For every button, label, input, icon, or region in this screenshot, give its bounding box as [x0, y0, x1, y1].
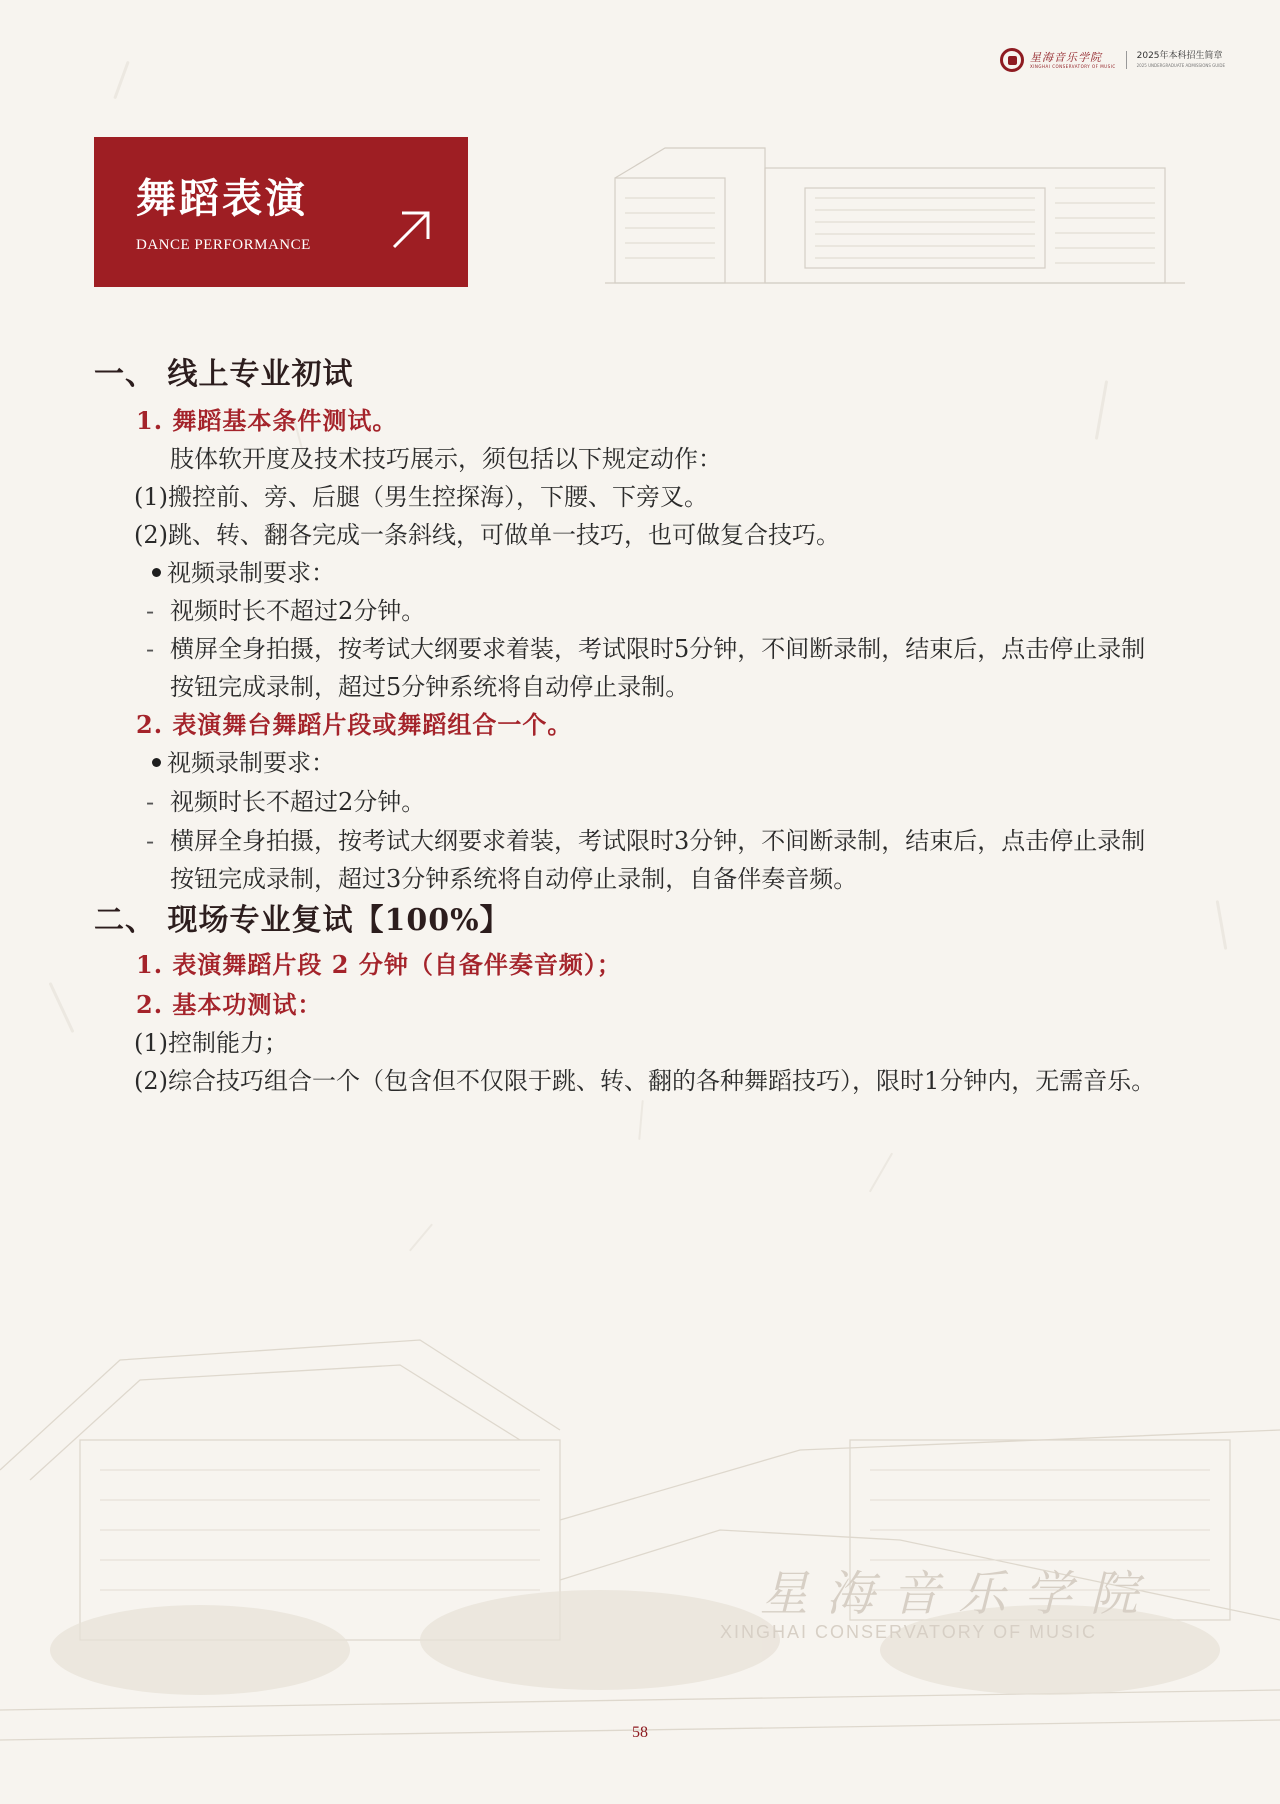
section1-item2-req2: - 横屏全身拍摄，按考试大纲要求着装，考试限时3分钟，不间断录制，结束后，点击停止录制 — [146, 827, 1146, 855]
header-subtitle: 2025 UNDERGRADUATE ADMISSIONS GUIDE — [1136, 63, 1225, 68]
logo-sub: XINGHAI CONSERVATORY OF MUSIC — [1030, 63, 1116, 69]
bullet-icon — [152, 568, 161, 577]
section2-heading: 二、 现场专业复试【100%】 — [94, 903, 511, 938]
page-header — [1000, 48, 1225, 72]
section1-item1-req1: - 视频时长不超过2分钟。 — [146, 597, 426, 625]
section-title-en: DANCE PERFORMANCE — [136, 237, 311, 253]
section1-heading: 一、 线上专业初试 — [94, 357, 354, 392]
arrow-up-right-icon — [390, 209, 432, 251]
school-logo — [1030, 52, 1116, 69]
section1-item1-req2: - 横屏全身拍摄，按考试大纲要求着装，考试限时5分钟，不间断录制，结束后，点击停止录制 — [146, 635, 1146, 663]
page-number: 58 — [632, 1724, 648, 1741]
logo-script: 星海音乐学院 — [1030, 50, 1102, 64]
section1-item2-req2-cont: 按钮完成录制，超过3分钟系统将自动停止录制，自备伴奏音频。 — [170, 865, 858, 893]
section1-item2-title: 2. 表演舞台舞蹈片段或舞蹈组合一个。 — [136, 710, 573, 739]
header-title: 2025年本科招生简章 — [1136, 51, 1223, 61]
section1-item1-sub2: (2)跳、转、翻各完成一条斜线，可做单一技巧，也可做复合技巧。 — [134, 521, 840, 549]
watermark-school-name: 星海音乐学院 — [760, 1566, 1157, 1622]
header-divider — [1126, 51, 1127, 69]
section1-item1-desc: 肢体软开度及技术技巧展示，须包括以下规定动作： — [170, 445, 722, 473]
section1-item1-req2-cont: 按钮完成录制，超过5分钟系统将自动停止录制。 — [170, 673, 690, 701]
section1-item1-title: 1. 舞蹈基本条件测试。 — [136, 406, 398, 435]
section-title-cn: 舞蹈表演 — [136, 175, 308, 222]
section2-sub2: (2)综合技巧组合一个（包含但不仅限于跳、转、翻的各种舞蹈技巧），限时1分钟内，无需音乐。 — [134, 1067, 1156, 1095]
section1-item2-req1: - 视频时长不超过2分钟。 — [146, 788, 426, 816]
bullet-icon — [152, 758, 161, 767]
section2-item1: 1. 表演舞蹈片段 2 分钟（自备伴奏音频）； — [136, 950, 622, 979]
school-seal-icon — [1000, 48, 1024, 72]
section1-item1-req-label: 视频录制要求： — [152, 556, 335, 590]
section-title-box — [94, 137, 468, 287]
header-titles — [1137, 52, 1225, 68]
section2-sub1: (1)控制能力； — [134, 1029, 288, 1057]
section1-item1-sub1: (1)搬控前、旁、后腿（男生控探海），下腰、下旁叉。 — [134, 483, 708, 511]
building-sketch-top — [605, 138, 1185, 288]
section2-item2: 2. 基本功测试： — [136, 990, 323, 1019]
section1-item2-req-label: 视频录制要求： — [152, 746, 335, 780]
watermark-school-en: XINGHAI CONSERVATORY OF MUSIC — [720, 1622, 1098, 1642]
